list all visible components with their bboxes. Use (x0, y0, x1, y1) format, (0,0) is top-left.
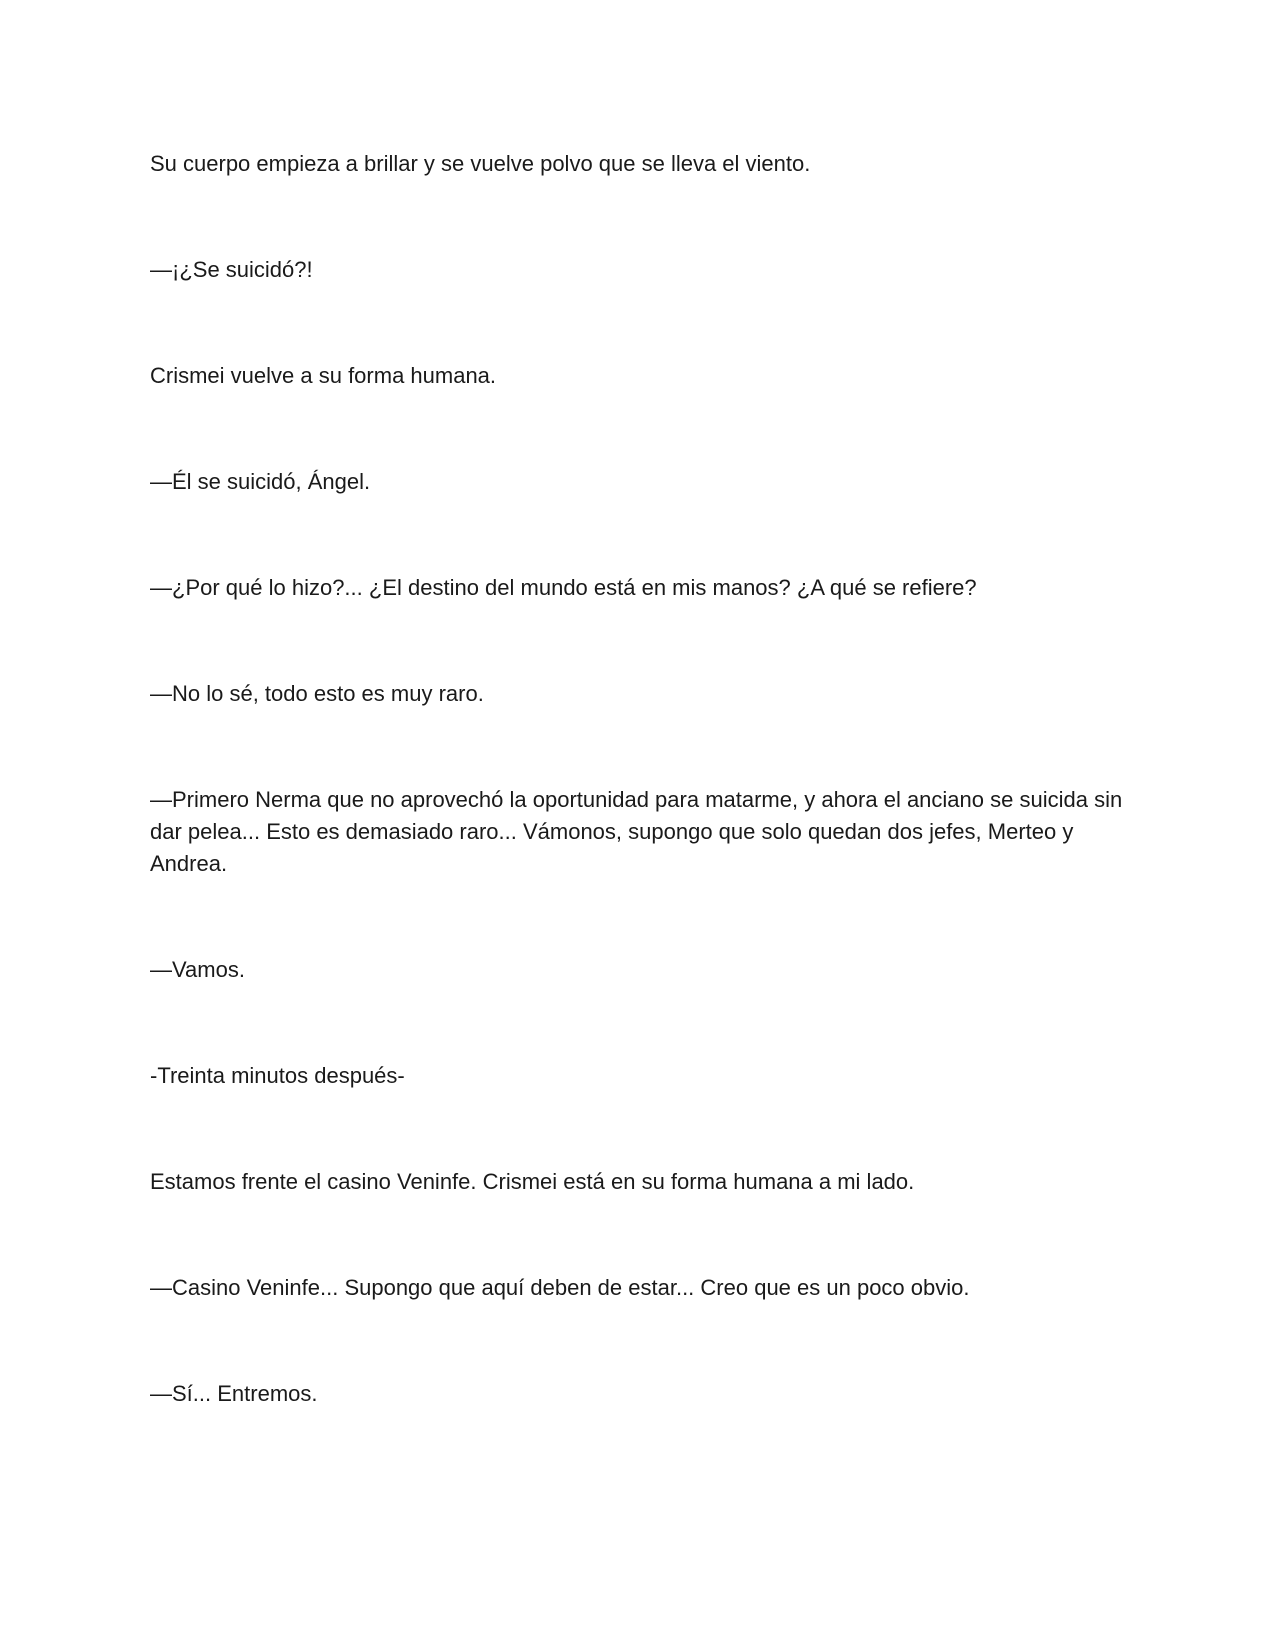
paragraph-4: —Él se suicidó, Ángel. (150, 469, 371, 494)
paragraph-3: Crismei vuelve a su forma humana. (150, 363, 497, 388)
paragraph-12: —Sí... Entremos. (150, 1381, 318, 1406)
paragraph-10: Estamos frente el casino Veninfe. Crismei está en su forma humana a mi lado. (150, 1169, 915, 1194)
paragraph-6: —No lo sé, todo esto es muy raro. (150, 681, 484, 706)
paragraph-2: —¡¿Se suicidó?! (150, 257, 313, 282)
paragraph-11: —Casino Veninfe... Supongo que aquí deben de estar... Creo que es un poco obvio. (150, 1275, 970, 1300)
paragraph-5: —¿Por qué lo hizo?... ¿El destino del mundo está en mis manos? ¿A qué se refiere? (150, 575, 977, 600)
paragraph-1: Su cuerpo empieza a brillar y se vuelve polvo que se lleva el viento. (150, 151, 811, 176)
paragraph-7: —Primero Nerma que no aprovechó la oportunidad para matarme, y ahora el anciano se suicida sin dar pelea... Esto es demasiado raro... Vámonos, supongo que solo quedan dos jefes, Merteo y Andrea. (150, 787, 1123, 876)
paragraph-9: -Treinta minutos después- (150, 1063, 405, 1088)
paragraph-8: —Vamos. (150, 957, 245, 982)
